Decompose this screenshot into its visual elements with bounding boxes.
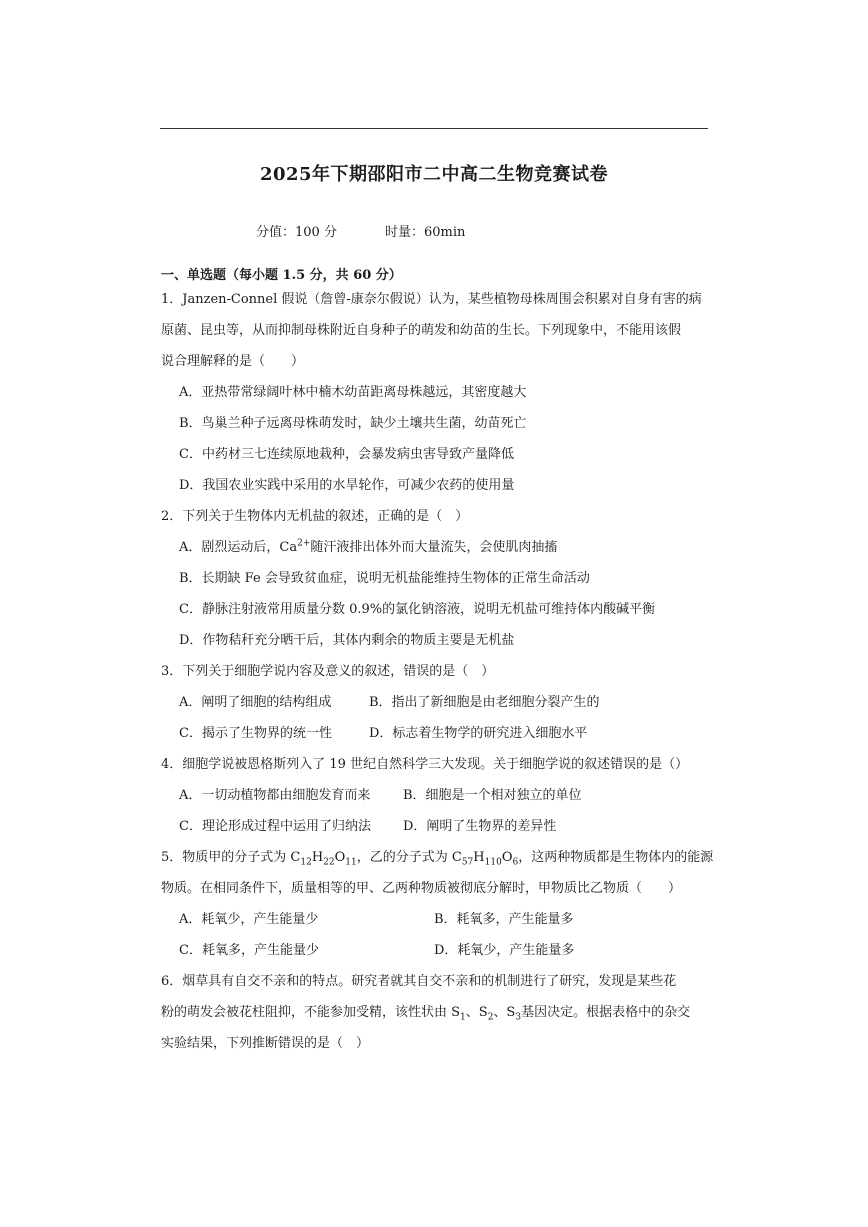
q1-option-d: D．我国农业实践中采用的水旱轮作，可减少农药的使用量 <box>179 478 515 493</box>
q6-stem-line2: 粉的萌发会被花柱阻抑，不能参加受精，该性状由 $S_1$、$S_2$、$S_3$基因决定。根据表格中的杂交 <box>161 1005 691 1023</box>
q5-option-d: D．耗氧少，产生能量多 <box>434 943 575 958</box>
q1-stem-line2: 原菌、昆虫等，从而抑制母株附近自身种子的萌发和幼苗的生长。下列现象中，不能用该假 <box>161 323 682 338</box>
q1-stem-line1: 1．Janzen-Connel 假说（詹曾-康奈尔假说）认为，某些植物母株周围会积累对自身有害的病 <box>161 292 702 307</box>
q6-stem-line3: 实验结果，下列推断错误的是（ ） <box>161 1036 370 1051</box>
q3-option-a: A．阐明了细胞的结构组成 <box>179 695 332 710</box>
q5-stem-line1: 5．物质甲的分子式为 $C_{12}H_{22}O_{11}$，乙的分子式为 $C_{57}H_{110}O_6$，这两种物质都是生物体内的能源 <box>161 850 714 868</box>
q1-option-c: C．中药材三七连续原地栽种，会暴发病虫害导致产量降低 <box>179 447 514 462</box>
q5-option-c: C．耗氧多，产生能量少 <box>179 943 319 958</box>
page-title: 2025年下期邵阳市二中高二生物竞赛试卷 <box>259 164 609 185</box>
q3-stem: 3．下列关于细胞学说内容及意义的叙述，错误的是（ ） <box>161 664 495 679</box>
q6-stem-line1: 6．烟草具有自交不亲和的特点。研究者就其自交不亲和的机制进行了研究，发现是某些花 <box>161 974 677 989</box>
q2-option-d: D．作物秸秆充分晒干后，其体内剩余的物质主要是无机盐 <box>179 633 515 648</box>
q2-option-c: C．静脉注射液常用质量分数 0.9%的氯化钠溶液，说明无机盐可维持体内酸碱平衡 <box>179 602 656 617</box>
q4-stem: 4．细胞学说被恩格斯列入了 19 世纪自然科学三大发现。关于细胞学说的叙述错误的是（） <box>161 757 689 772</box>
q5-option-a: A．耗氧少，产生能量少 <box>179 912 319 927</box>
q3-option-c: C．揭示了生物界的统一性 <box>179 726 332 741</box>
q3-option-d: D．标志着生物学的研究进入细胞水平 <box>369 726 588 741</box>
q2-option-a-post: 随汗液排出体外而大量流失，会使肌肉抽搐 <box>310 540 558 555</box>
q2-option-a-pre: A．剧烈运动后，Ca <box>179 540 298 555</box>
q1-stem-line3: 说合理解释的是（ ） <box>161 354 305 369</box>
q5-option-b: B．耗氧多，产生能量多 <box>434 912 574 927</box>
q4-option-d: D．阐明了生物界的差异性 <box>403 819 557 834</box>
q6-stem-post: 基因决定。根据表格中的杂交 <box>521 1005 691 1020</box>
q4-option-c: C．理论形成过程中运用了归纳法 <box>179 819 371 834</box>
q1-option-b: B．鸟巢兰种子远离母株萌发时，缺少土壤共生菌，幼苗死亡 <box>179 416 527 431</box>
q2-stem: 2．下列关于生物体内无机盐的叙述，正确的是（ ） <box>161 509 469 524</box>
q4-option-a: A．一切动植物都由细胞发育而来 <box>179 788 371 803</box>
q3-option-b: B．指出了新细胞是由老细胞分裂产生的 <box>369 695 600 710</box>
q5-stem-line2: 物质。在相同条件下，质量相等的甲、乙两种物质被彻底分解时，甲物质比乙物质（ ） <box>161 881 682 896</box>
q5-stem-post: ，这两种物质都是生物体内的能源 <box>518 850 714 865</box>
q5-stem-mid: ，乙的分子式为 C <box>356 850 462 865</box>
header-rule <box>160 128 708 129</box>
section-heading: 一、单选题（每小题 1.5 分，共 60 分） <box>161 268 402 283</box>
q5-stem-pre: 5．物质甲的分子式为 C <box>161 850 301 865</box>
q2-option-b: B．长期缺 Fe 会导致贫血症，说明无机盐能维持生物体的正常生命活动 <box>179 571 590 586</box>
q2-option-a <box>179 539 557 557</box>
q1-option-a: A．亚热带常绿阔叶林中楠木幼苗距离母株越远，其密度越大 <box>179 385 527 400</box>
score-info: 分值：100 分 <box>256 225 337 240</box>
calcium-charge: 2+ <box>297 538 311 549</box>
time-info: 时量：60min <box>385 225 466 240</box>
q6-stem-pre: 粉的萌发会被花柱阻抑，不能参加受精，该性状由 S <box>161 1005 461 1020</box>
q4-option-b: B．细胞是一个相对独立的单位 <box>403 788 582 803</box>
